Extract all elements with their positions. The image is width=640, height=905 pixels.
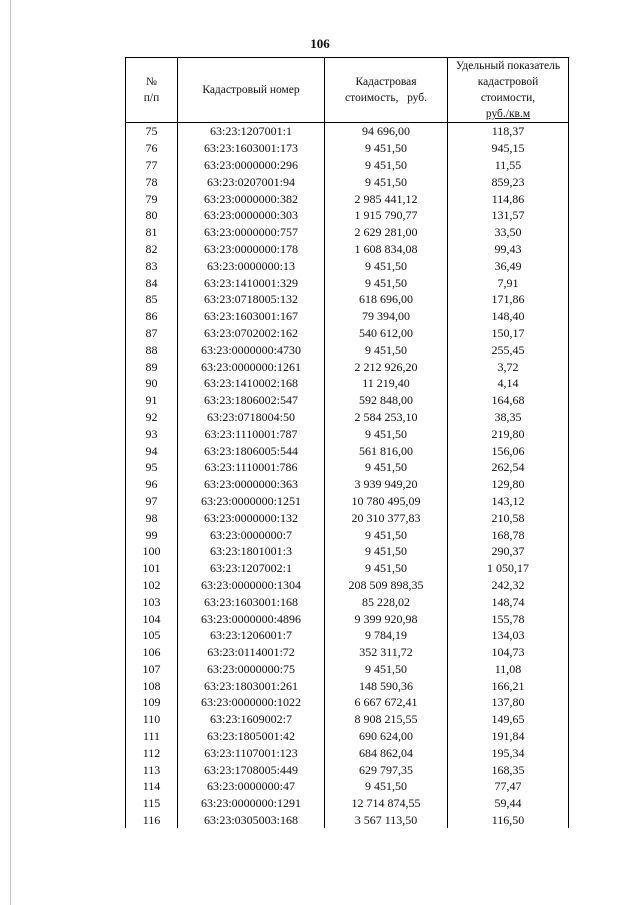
cell-cadastral-number: 63:23:0718004:50 xyxy=(178,409,325,426)
cell-cadastral-value: 3 567 113,50 xyxy=(325,812,448,829)
cell-cadastral-value: 1 915 790,77 xyxy=(325,207,448,224)
cell-num: 96 xyxy=(126,476,178,493)
cell-cadastral-value: 9 451,50 xyxy=(325,661,448,678)
table-row xyxy=(126,207,569,224)
cell-num: 101 xyxy=(126,560,178,577)
cell-cadastral-number: 63:23:0000000:1291 xyxy=(178,795,325,812)
cell-cadastral-number: 63:23:1207002:1 xyxy=(178,560,325,577)
table-row xyxy=(126,409,569,426)
cell-specific-indicator: 148,74 xyxy=(448,593,569,610)
cell-num: 116 xyxy=(126,812,178,829)
cell-cadastral-number: 63:23:1708005:449 xyxy=(178,761,325,778)
table-row xyxy=(126,593,569,610)
cell-cadastral-value: 2 212 926,20 xyxy=(325,358,448,375)
cell-specific-indicator: 99,43 xyxy=(448,241,569,258)
table-row xyxy=(126,694,569,711)
cell-specific-indicator: 168,35 xyxy=(448,761,569,778)
cell-num: 85 xyxy=(126,291,178,308)
cell-cadastral-value: 9 399 920,98 xyxy=(325,610,448,627)
cell-cadastral-number: 63:23:0000000:13 xyxy=(178,257,325,274)
cell-cadastral-number: 63:23:1806002:547 xyxy=(178,392,325,409)
cell-cadastral-value: 9 784,19 xyxy=(325,627,448,644)
cell-specific-indicator: 191,84 xyxy=(448,728,569,745)
cell-specific-indicator: 104,73 xyxy=(448,644,569,661)
cell-specific-indicator: 36,49 xyxy=(448,257,569,274)
cell-cadastral-value: 9 451,50 xyxy=(325,543,448,560)
cell-num: 108 xyxy=(126,677,178,694)
cell-cadastral-value: 6 667 672,41 xyxy=(325,694,448,711)
cell-specific-indicator: 255,45 xyxy=(448,341,569,358)
cell-specific-indicator: 131,57 xyxy=(448,207,569,224)
table-row xyxy=(126,476,569,493)
cell-num: 109 xyxy=(126,694,178,711)
table-row xyxy=(126,257,569,274)
cell-cadastral-value: 9 451,50 xyxy=(325,526,448,543)
cell-specific-indicator: 143,12 xyxy=(448,493,569,510)
cell-cadastral-value: 561 816,00 xyxy=(325,442,448,459)
cell-cadastral-number: 63:23:0000000:132 xyxy=(178,509,325,526)
cell-cadastral-number: 63:23:1107001:123 xyxy=(178,744,325,761)
cell-cadastral-value: 9 451,50 xyxy=(325,459,448,476)
cell-specific-indicator: 290,37 xyxy=(448,543,569,560)
cell-cadastral-value: 9 451,50 xyxy=(325,560,448,577)
cell-specific-indicator: 168,78 xyxy=(448,526,569,543)
cell-cadastral-value: 629 797,35 xyxy=(325,761,448,778)
cell-cadastral-number: 63:23:1609002:7 xyxy=(178,711,325,728)
table-row xyxy=(126,728,569,745)
table-row xyxy=(126,392,569,409)
cell-specific-indicator: 156,06 xyxy=(448,442,569,459)
cell-cadastral-value: 9 451,50 xyxy=(325,341,448,358)
cell-cadastral-value: 618 696,00 xyxy=(325,291,448,308)
cell-specific-indicator: 11,08 xyxy=(448,661,569,678)
table-row xyxy=(126,627,569,644)
cell-num: 97 xyxy=(126,493,178,510)
cell-num: 87 xyxy=(126,325,178,342)
cell-cadastral-number: 63:23:1603001:173 xyxy=(178,140,325,157)
cell-num: 91 xyxy=(126,392,178,409)
cell-cadastral-value: 8 908 215,55 xyxy=(325,711,448,728)
cell-num: 102 xyxy=(126,577,178,594)
cell-specific-indicator: 3,72 xyxy=(448,358,569,375)
header-cadastral-value-line2: стоимость, руб. xyxy=(345,92,427,104)
table-row xyxy=(126,375,569,392)
cell-num: 88 xyxy=(126,341,178,358)
table-row xyxy=(126,610,569,627)
header-cadastral-value-line1: Кадастровая xyxy=(355,76,417,88)
cell-cadastral-value: 9 451,50 xyxy=(325,274,448,291)
table-row xyxy=(126,560,569,577)
cell-specific-indicator: 155,78 xyxy=(448,610,569,627)
cell-specific-indicator: 114,86 xyxy=(448,190,569,207)
header-specific-line3: стоимости, xyxy=(480,92,536,104)
scan-edge-line xyxy=(10,0,11,905)
cell-num: 92 xyxy=(126,409,178,426)
cell-num: 78 xyxy=(126,173,178,190)
cell-specific-indicator: 33,50 xyxy=(448,224,569,241)
cell-num: 90 xyxy=(126,375,178,392)
table-row xyxy=(126,526,569,543)
header-specific-line1: Удельный показатель xyxy=(455,60,561,72)
cell-specific-indicator: 11,55 xyxy=(448,157,569,174)
table-row xyxy=(126,274,569,291)
cell-cadastral-number: 63:23:0000000:4730 xyxy=(178,341,325,358)
cell-num: 79 xyxy=(126,190,178,207)
cell-cadastral-value: 12 714 874,55 xyxy=(325,795,448,812)
cell-num: 104 xyxy=(126,610,178,627)
cell-num: 84 xyxy=(126,274,178,291)
cell-cadastral-value: 9 451,50 xyxy=(325,425,448,442)
cell-cadastral-number: 63:23:1805001:42 xyxy=(178,728,325,745)
table-row xyxy=(126,493,569,510)
cell-cadastral-number: 63:23:0000000:382 xyxy=(178,190,325,207)
table-row xyxy=(126,173,569,190)
table-row xyxy=(126,157,569,174)
cell-specific-indicator: 166,21 xyxy=(448,677,569,694)
cell-cadastral-value: 20 310 377,83 xyxy=(325,509,448,526)
cell-specific-indicator: 118,37 xyxy=(448,123,569,140)
cell-specific-indicator: 116,50 xyxy=(448,812,569,829)
cell-cadastral-value: 9 451,50 xyxy=(325,257,448,274)
cell-num: 77 xyxy=(126,157,178,174)
cell-cadastral-value: 79 394,00 xyxy=(325,308,448,325)
cell-num: 105 xyxy=(126,627,178,644)
cell-cadastral-value: 94 696,00 xyxy=(325,123,448,140)
cell-num: 103 xyxy=(126,593,178,610)
cell-specific-indicator: 59,44 xyxy=(448,795,569,812)
header-num xyxy=(126,58,178,123)
cell-cadastral-number: 63:23:1410001:329 xyxy=(178,274,325,291)
table-row xyxy=(126,459,569,476)
header-specific-line2: кадастровой xyxy=(477,76,539,88)
cell-cadastral-value: 148 590,36 xyxy=(325,677,448,694)
cell-cadastral-number: 63:23:0000000:7 xyxy=(178,526,325,543)
cell-cadastral-number: 63:23:0000000:47 xyxy=(178,778,325,795)
cell-cadastral-number: 63:23:0000000:1022 xyxy=(178,694,325,711)
cell-specific-indicator: 262,54 xyxy=(448,459,569,476)
cell-cadastral-number: 63:23:0000000:178 xyxy=(178,241,325,258)
cell-cadastral-number: 63:23:1603001:167 xyxy=(178,308,325,325)
cell-num: 98 xyxy=(126,509,178,526)
cell-cadastral-value: 540 612,00 xyxy=(325,325,448,342)
table-header-row xyxy=(126,58,569,123)
cell-cadastral-number: 63:23:0000000:363 xyxy=(178,476,325,493)
cell-num: 110 xyxy=(126,711,178,728)
cell-num: 81 xyxy=(126,224,178,241)
header-specific-line4: руб./кв.м xyxy=(485,108,531,120)
table-row xyxy=(126,140,569,157)
cell-num: 76 xyxy=(126,140,178,157)
cell-cadastral-number: 63:23:1206001:7 xyxy=(178,627,325,644)
table-row xyxy=(126,795,569,812)
cell-specific-indicator: 129,80 xyxy=(448,476,569,493)
cell-cadastral-value: 9 451,50 xyxy=(325,778,448,795)
cell-num: 100 xyxy=(126,543,178,560)
cell-num: 107 xyxy=(126,661,178,678)
table-row xyxy=(126,291,569,308)
cell-cadastral-number: 63:23:1806005:544 xyxy=(178,442,325,459)
table-row xyxy=(126,644,569,661)
cell-specific-indicator: 219,80 xyxy=(448,425,569,442)
cell-cadastral-number: 63:23:1410002:168 xyxy=(178,375,325,392)
cell-specific-indicator: 134,03 xyxy=(448,627,569,644)
cell-cadastral-value: 592 848,00 xyxy=(325,392,448,409)
table-row xyxy=(126,123,569,140)
table-row xyxy=(126,812,569,829)
cell-cadastral-number: 63:23:0000000:1304 xyxy=(178,577,325,594)
cell-num: 86 xyxy=(126,308,178,325)
cell-specific-indicator: 195,34 xyxy=(448,744,569,761)
header-cadastral-number-text: Кадастровый номер xyxy=(202,84,300,96)
table-row xyxy=(126,744,569,761)
table-row xyxy=(126,425,569,442)
table-row xyxy=(126,341,569,358)
cell-cadastral-value: 10 780 495,09 xyxy=(325,493,448,510)
table-row xyxy=(126,761,569,778)
cadastral-value-table xyxy=(125,57,569,828)
table-row xyxy=(126,677,569,694)
cell-num: 113 xyxy=(126,761,178,778)
cell-num: 114 xyxy=(126,778,178,795)
header-specific-indicator xyxy=(448,58,569,123)
cell-specific-indicator: 150,17 xyxy=(448,325,569,342)
cell-specific-indicator: 149,65 xyxy=(448,711,569,728)
cell-specific-indicator: 859,23 xyxy=(448,173,569,190)
cell-cadastral-number: 63:23:0702002:162 xyxy=(178,325,325,342)
cell-cadastral-value: 2 584 253,10 xyxy=(325,409,448,426)
cell-cadastral-number: 63:23:0000000:757 xyxy=(178,224,325,241)
cell-specific-indicator: 148,40 xyxy=(448,308,569,325)
table-row xyxy=(126,711,569,728)
table-row xyxy=(126,577,569,594)
cell-specific-indicator: 38,35 xyxy=(448,409,569,426)
cell-specific-indicator: 210,58 xyxy=(448,509,569,526)
cell-cadastral-value: 11 219,40 xyxy=(325,375,448,392)
table-row xyxy=(126,241,569,258)
cell-cadastral-number: 63:23:0114001:72 xyxy=(178,644,325,661)
cell-specific-indicator: 242,32 xyxy=(448,577,569,594)
cell-specific-indicator: 7,91 xyxy=(448,274,569,291)
table-row xyxy=(126,190,569,207)
cell-num: 112 xyxy=(126,744,178,761)
cell-specific-indicator: 4,14 xyxy=(448,375,569,392)
page-number: 106 xyxy=(310,36,330,51)
table-row xyxy=(126,224,569,241)
cell-cadastral-number: 63:23:1803001:261 xyxy=(178,677,325,694)
cell-cadastral-number: 63:23:1207001:1 xyxy=(178,123,325,140)
cell-cadastral-value: 684 862,04 xyxy=(325,744,448,761)
cell-num: 111 xyxy=(126,728,178,745)
cell-num: 95 xyxy=(126,459,178,476)
header-cadastral-value xyxy=(325,58,448,123)
cell-cadastral-value: 2 629 281,00 xyxy=(325,224,448,241)
cell-cadastral-number: 63:23:0000000:303 xyxy=(178,207,325,224)
table-row xyxy=(126,661,569,678)
cell-cadastral-value: 690 624,00 xyxy=(325,728,448,745)
cell-specific-indicator: 171,86 xyxy=(448,291,569,308)
cell-num: 75 xyxy=(126,123,178,140)
table-row xyxy=(126,509,569,526)
cell-cadastral-number: 63:23:0000000:296 xyxy=(178,157,325,174)
cell-cadastral-number: 63:23:0000000:1261 xyxy=(178,358,325,375)
cell-num: 94 xyxy=(126,442,178,459)
cell-cadastral-number: 63:23:0207001:94 xyxy=(178,173,325,190)
cell-cadastral-value: 85 228,02 xyxy=(325,593,448,610)
table-row xyxy=(126,778,569,795)
cell-cadastral-value: 2 985 441,12 xyxy=(325,190,448,207)
table-row xyxy=(126,543,569,560)
table-row xyxy=(126,308,569,325)
cell-cadastral-value: 1 608 834,08 xyxy=(325,241,448,258)
header-cadastral-number xyxy=(178,58,325,123)
cell-specific-indicator: 1 050,17 xyxy=(448,560,569,577)
cell-cadastral-value: 9 451,50 xyxy=(325,157,448,174)
cell-cadastral-value: 9 451,50 xyxy=(325,140,448,157)
cell-num: 82 xyxy=(126,241,178,258)
cell-specific-indicator: 945,15 xyxy=(448,140,569,157)
cell-cadastral-value: 208 509 898,35 xyxy=(325,577,448,594)
cell-num: 99 xyxy=(126,526,178,543)
cell-cadastral-value: 352 311,72 xyxy=(325,644,448,661)
cell-cadastral-value: 9 451,50 xyxy=(325,173,448,190)
table-row xyxy=(126,358,569,375)
cell-specific-indicator: 164,68 xyxy=(448,392,569,409)
cell-cadastral-number: 63:23:1110001:786 xyxy=(178,459,325,476)
header-num-line2: п/п xyxy=(143,92,160,104)
cell-num: 80 xyxy=(126,207,178,224)
cell-cadastral-number: 63:23:1801001:3 xyxy=(178,543,325,560)
cell-specific-indicator: 137,80 xyxy=(448,694,569,711)
cell-cadastral-number: 63:23:1110001:787 xyxy=(178,425,325,442)
cell-cadastral-number: 63:23:0718005:132 xyxy=(178,291,325,308)
cell-num: 89 xyxy=(126,358,178,375)
cell-num: 93 xyxy=(126,425,178,442)
cell-cadastral-number: 63:23:0305003:168 xyxy=(178,812,325,829)
cell-num: 115 xyxy=(126,795,178,812)
cell-num: 83 xyxy=(126,257,178,274)
cell-cadastral-number: 63:23:0000000:75 xyxy=(178,661,325,678)
cell-cadastral-number: 63:23:0000000:1251 xyxy=(178,493,325,510)
table-row xyxy=(126,325,569,342)
cell-specific-indicator: 77,47 xyxy=(448,778,569,795)
header-num-line1: № xyxy=(146,76,157,88)
cell-cadastral-number: 63:23:1603001:168 xyxy=(178,593,325,610)
cell-num: 106 xyxy=(126,644,178,661)
table-row xyxy=(126,442,569,459)
cell-cadastral-value: 3 939 949,20 xyxy=(325,476,448,493)
cell-cadastral-number: 63:23:0000000:4896 xyxy=(178,610,325,627)
